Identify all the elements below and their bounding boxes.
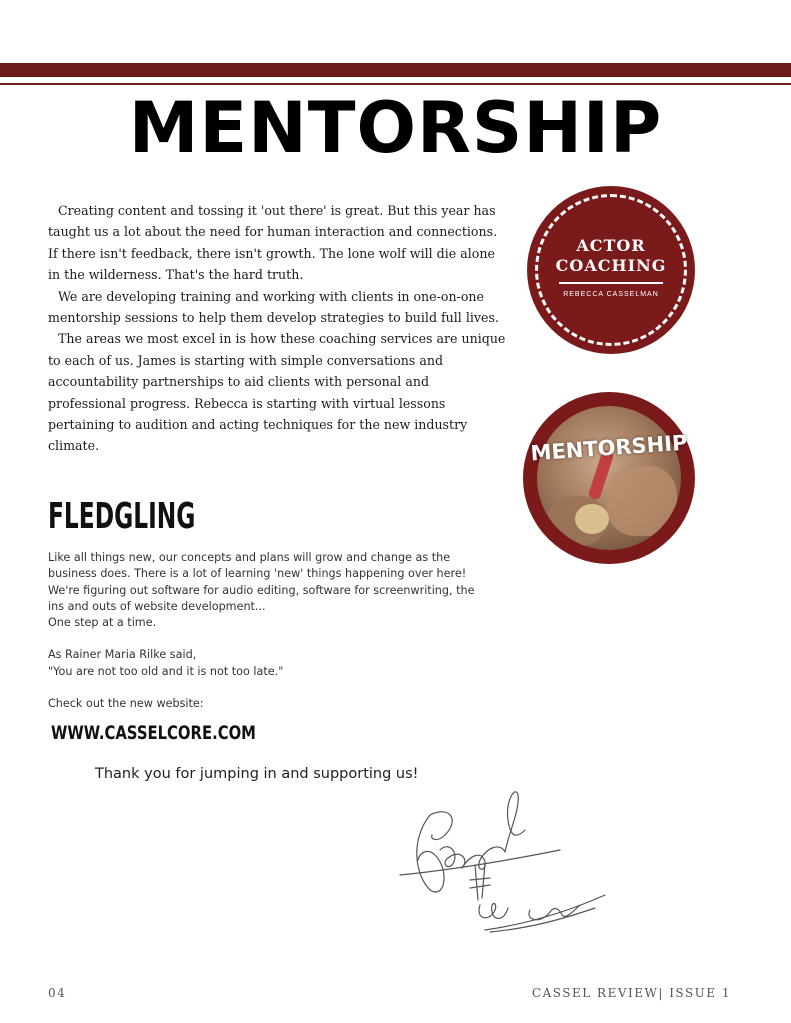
fledgling-paragraph: Like all things new, our concepts and plans will grow and change as the business does. There is a lot of learning 'new' things happening over here! We're figuring out software for audio editing, software for screenwriting, the ins and outs of website development...: [48, 551, 475, 613]
thank-you-note: Thank you for jumping in and supporting us!: [95, 766, 419, 782]
publication-footer: CASSEL REVIEW| ISSUE 1: [531, 986, 731, 1000]
page-number: 04: [48, 986, 67, 1000]
fledgling-body: [48, 550, 478, 712]
rock-shape: [607, 466, 677, 536]
badge-line-coaching: COACHING: [555, 256, 667, 275]
intro-body: [48, 200, 510, 457]
handwritten-signature: [390, 780, 620, 940]
badge-line-actor: ACTOR: [576, 236, 646, 255]
intro-paragraph: Creating content and tossing it 'out there' is great. But this year has taught us a lot about the need for human interaction and connections. If there isn't feedback, there isn't growth. The lone wolf will die alone in the wilderness. That's the hard truth.: [48, 203, 498, 283]
top-accent-bar: [0, 63, 791, 77]
climber-head: [575, 504, 609, 534]
fledgling-heading: FLEDGLING: [48, 496, 196, 537]
mentorship-badge: [523, 392, 695, 564]
rilke-quote: "You are not too old and it is not too late.": [48, 664, 284, 678]
badge-coach-name: REBECCA CASSELMAN: [563, 291, 659, 298]
mentorship-badge-label: MENTORSHIP: [529, 430, 689, 466]
climbing-hands-photo: [537, 406, 681, 550]
actor-coaching-badge: [527, 186, 695, 354]
page-title: MENTORSHIP: [128, 87, 663, 169]
website-intro: Check out the new website:: [48, 697, 204, 711]
quote-intro: As Rainer Maria Rilke said,: [48, 648, 197, 662]
intro-paragraph: We are developing training and working with clients in one-on-one mentorship sessions to help them develop strategies to build full lives.: [48, 288, 499, 326]
intro-paragraph: The areas we most excel in is how these coaching services are unique to each of us. James is starting with simple conversations and accountability partnerships to aid clients with personal and professional progress. Rebecca is starting with virtual lessons pertaining to audition and acting techniques for the new industry climate.: [48, 331, 506, 454]
fledgling-step: One step at a time.: [48, 616, 157, 630]
website-link[interactable]: WWW.CASSELCORE.COM: [51, 722, 256, 744]
badge-divider: [559, 282, 663, 284]
top-accent-rule: [0, 83, 791, 85]
